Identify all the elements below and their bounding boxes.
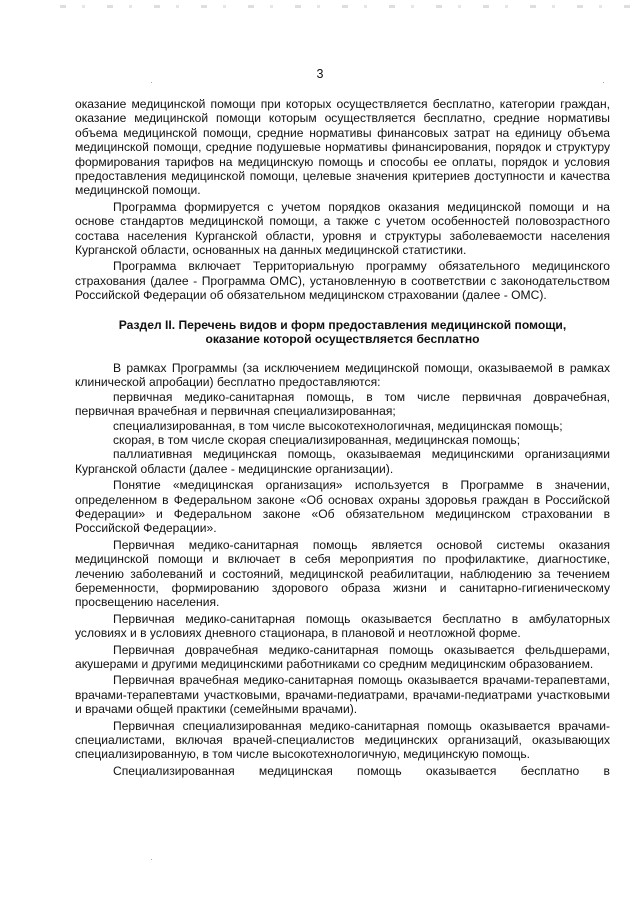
paragraph: Понятие «медицинская организация» используется в Программе в значении, определенном в Федеральном законе «Об основах охраны здоровья граждан в Российской Федерации» и Федеральном законе «Об обязательном медицинском страховании в Российской Федерации». [75, 478, 610, 536]
section-heading [75, 318, 610, 347]
scan-artifact [60, 5, 630, 8]
section-heading-line: оказание которой осуществляется бесплатно [205, 332, 480, 347]
list-item: скорая, в том числе скорая специализированная, медицинская помощь; [113, 432, 521, 447]
list-item: паллиативная медицинская помощь, оказываемая медицинскими организациями Курганской области (далее - медицинские организации). [75, 447, 610, 476]
paragraph: Первичная доврачебная медико-санитарная помощь оказывается фельдшерами, акушерами и другими медицинскими работниками со средним медицинским образованием. [75, 642, 610, 671]
scan-speck: · [602, 77, 605, 87]
paragraph: В рамках Программы (за исключением медицинской помощи, оказываемой в рамках клинической апробации) бесплатно предоставляются: [75, 360, 610, 390]
paragraph: оказание медицинской помощи при которых осуществляется бесплатно, категории граждан, оказание медицинской помощи которым осуществляется бесплатно, средние нормативы объема медицинской помощи, средние нормативы финансовых затрат на единицу объема медицинской помощи, средние подушевые нормативы финансирования, порядок и структуру формирования тарифов на медицинскую помощь и способы ее оплаты, порядок и условия предоставления медицинской помощи, целевые значения критериев доступности и качества медицинской помощи. [75, 97, 610, 198]
document-body [75, 97, 610, 778]
scan-speck: · [150, 77, 153, 87]
list-item: специализированная, в том числе высокотехнологичная, медицинская помощь; [113, 418, 563, 433]
paragraph: Первичная специализированная медико-санитарная помощь оказывается врачами-специалистами, включая врачей-специалистов медицинских организаций, оказывающих специализированную, в том числе высокотехнологичную, медицинскую помощь. [75, 718, 610, 762]
section-heading-line: Раздел II. Перечень видов и форм предоставления медицинской помощи, [118, 317, 567, 332]
list-item: первичная медико-санитарная помощь, в том числе первичная доврачебная, первичная врачебная и первичная специализированная; [75, 389, 610, 419]
paragraph: Программа включает Территориальную программу обязательного медицинского страхования (далее - Программа ОМС), установленную в соответствии с законодательством Российской Федерации об обязательном медицинском страховании (далее - ОМС). [75, 259, 610, 303]
page-number: 3 [316, 67, 324, 81]
paragraph: Первичная врачебная медико-санитарная помощь оказывается врачами-терапевтами, врачами-терапевтами участковыми, врачами-педиатрами, врачами-педиатрами участковыми и врачами общей практики (семейными врачами). [75, 673, 610, 717]
scan-speck: · [150, 854, 153, 864]
paragraph: Первичная медико-санитарная помощь является основой системы оказания медицинской помощи и включает в себя мероприятия по профилактике, диагностике, лечению заболеваний и состояний, медицинской реабилитации, наблюдению за течением беременности, формированию здорового образа жизни и санитарно-гигиеническому просвещению населения. [75, 537, 610, 610]
paragraph: Программа формируется с учетом порядков оказания медицинской помощи и на основе стандартов медицинской помощи, а также с учетом особенностей половозрастного состава населения Курганской области, уровня и структуры заболеваемости населения Курганской области, основанных на данных медицинской статистики. [75, 199, 610, 258]
paragraph: Специализированная медицинская помощь оказывается бесплатно в [113, 763, 610, 778]
paragraph: Первичная медико-санитарная помощь оказывается бесплатно в амбулаторных условиях и в условиях дневного стационара, в плановой и неотложной форме. [75, 611, 610, 641]
